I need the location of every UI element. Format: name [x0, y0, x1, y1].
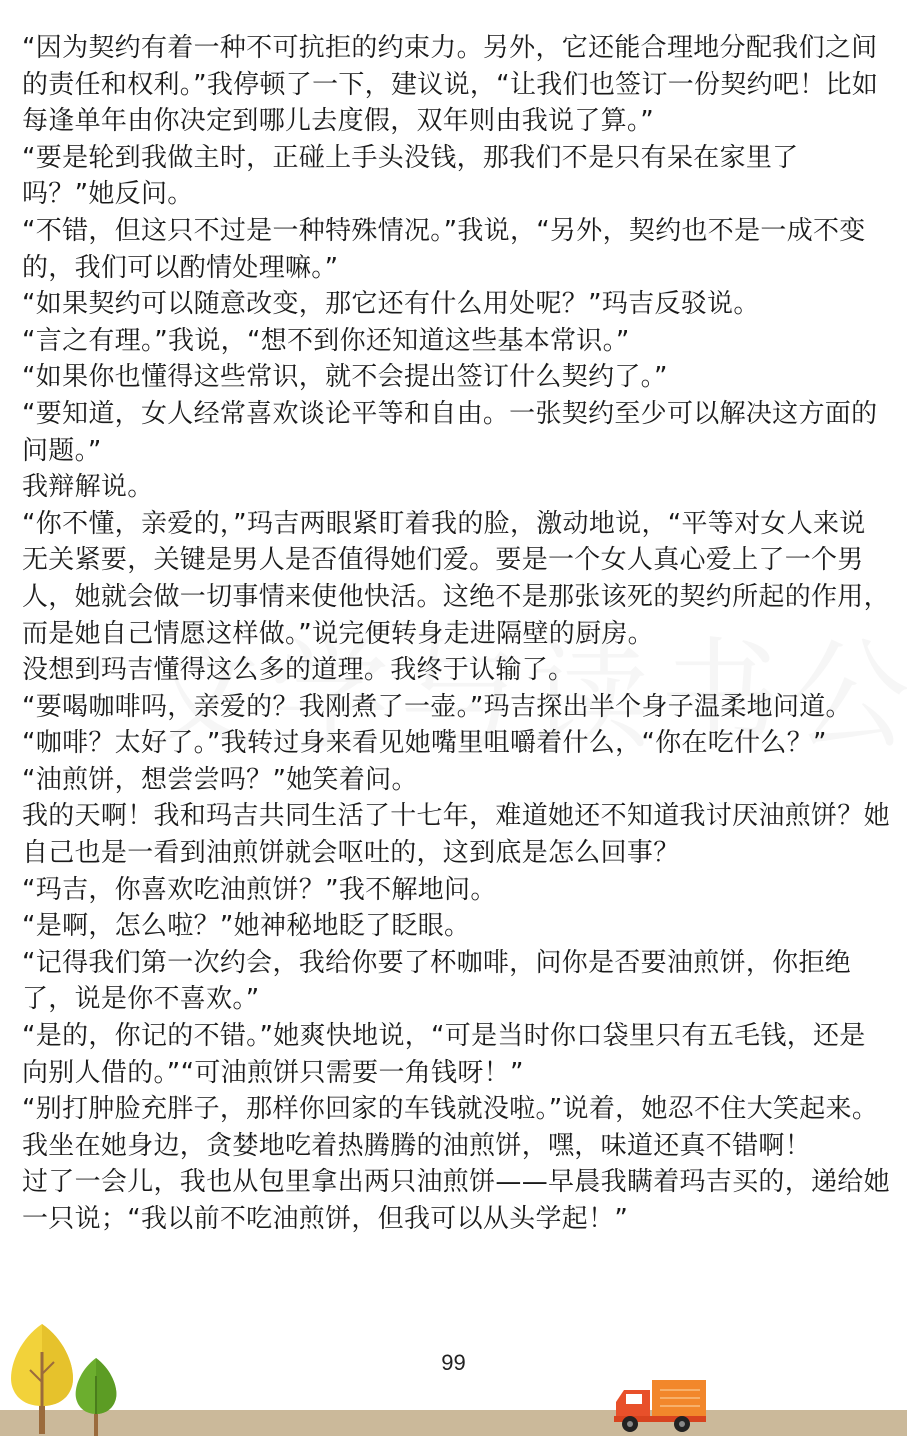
paragraph: “油煎饼，想尝尝吗？”她笑着问。: [22, 764, 418, 795]
paragraph: “要知道，女人经常喜欢谈论平等和自由。一张契约至少可以解决这方面的问题。”: [22, 398, 878, 466]
paragraph: “如果你也懂得这些常识，就不会提出签订什么契约了。”: [22, 362, 668, 393]
tree-icon: [6, 1322, 78, 1434]
paragraph: “是啊，怎么啦？”她神秘地眨了眨眼。: [22, 911, 471, 942]
page-number: 99: [441, 1350, 466, 1375]
paragraph: “言之有理。”我说，“想不到你还知道这些基本常识。”: [22, 325, 630, 356]
paragraph: “要是轮到我做主时，正碰上手头没钱，那我们不是只有呆在家里了吗？”她反问。: [22, 142, 799, 210]
paragraph: 我辩解说。: [22, 472, 154, 503]
story-text: [22, 30, 890, 1238]
paragraph: 我坐在她身边，贪婪地吃着热腾腾的油煎饼，嘿，味道还真不错啊！: [22, 1130, 812, 1161]
paragraph: “咖啡？太好了。”我转过身来看见她嘴里咀嚼着什么，“你在吃什么？”: [22, 728, 827, 759]
paragraph: “因为契约有着一种不可抗拒的约束力。另外，它还能合理地分配我们之间的责任和权利。”我停顿了一下，建议说，“让我们也签订一份契约吧！比如每逢单年由你决定到哪儿去度假，双年则由我说了算。”: [22, 33, 879, 137]
paragraph: “别打肿脸充胖子，那样你回家的车钱就没啦。”说着，她忍不住大笑起来。: [22, 1094, 879, 1125]
paragraph: 没想到玛吉懂得这么多的道理。我终于认输了。: [22, 655, 575, 686]
paragraph: “玛吉，你喜欢吃油煎饼？”我不解地问。: [22, 874, 497, 905]
paragraph: “你不懂，亲爱的，”玛吉两眼紧盯着我的脸，激动地说，“平等对女人来说无关紧要，关键是男人是否值得她们爱。要是一个女人真心爱上了一个男人，她就会做一切事情来使他快活。这绝不是那张该死的契约所起的作用，而是她自己情愿这样做。”说完便转身走进隔壁的厨房。: [22, 508, 890, 649]
truck-icon: [612, 1378, 712, 1434]
paragraph: “要喝咖啡吗，亲爱的？我刚煮了一壶。”玛吉探出半个身子温柔地问道。: [22, 691, 852, 722]
paragraph: “是的，你记的不错。”她爽快地说，“可是当时你口袋里只有五毛钱，还是向别人借的。”“可油煎饼只需要一角钱呀！”: [22, 1021, 866, 1088]
paragraph: “不错，但这只不过是一种特殊情况。”我说，“另外，契约也不是一成不变的，我们可以酌情处理嘛。”: [22, 215, 866, 283]
paragraph: “记得我们第一次约会，我给你要了杯咖啡，问你是否要油煎饼，你拒绝了，说是你不喜欢。”: [22, 947, 852, 1015]
paragraph: “如果契约可以随意改变，那它还有什么用处呢？”玛吉反驳说。: [22, 289, 760, 320]
paragraph: 过了一会儿，我也从包里拿出两只油煎饼——早晨我瞒着玛吉买的，递给她一只说；“我以前不吃油煎饼，但我可以从头学起！”: [22, 1167, 890, 1234]
paragraph: 我的天啊！我和玛吉共同生活了十七年，难道她还不知道我讨厌油煎饼？她自己也是一看到油煎饼就会呕吐的，这到底是怎么回事？: [22, 801, 890, 869]
ground-strip: [0, 1410, 907, 1436]
